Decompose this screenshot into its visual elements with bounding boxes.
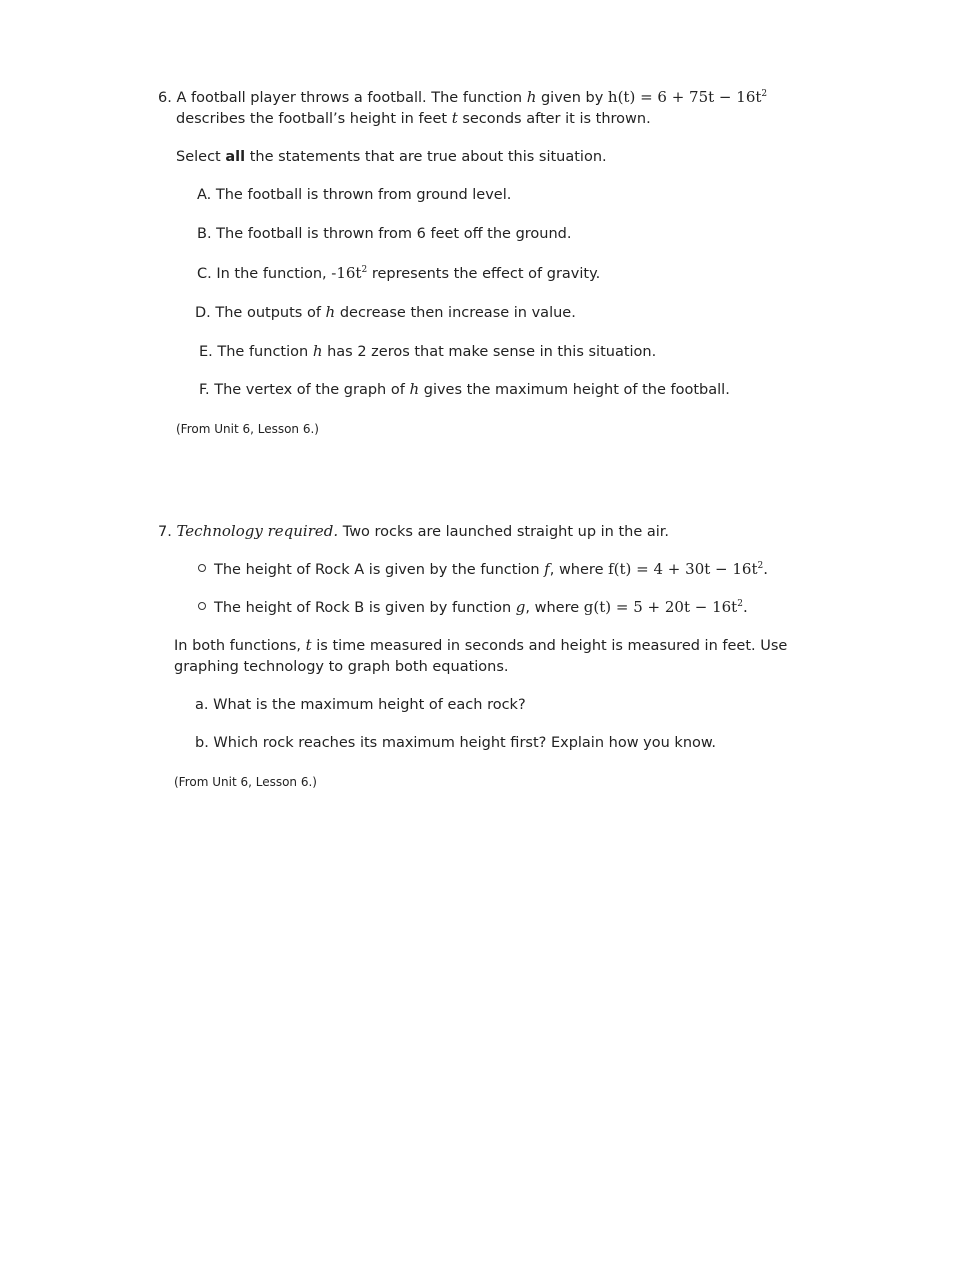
bullet-circle-icon [198, 564, 206, 572]
q6-option-f-math: h [409, 380, 420, 398]
q7-p1a: In both functions, [174, 638, 302, 654]
q7-b2-pre: The height of Rock B is given by function [214, 600, 512, 616]
q6-given-by: given by [540, 90, 604, 106]
q6-option-a[interactable] [197, 185, 511, 205]
q6-option-c[interactable] [197, 263, 600, 284]
q6-option-c-exp: 2 [361, 265, 368, 275]
q6-option-c-pre: C. In the function, [197, 266, 327, 282]
q6-select-a: Select [176, 149, 221, 165]
q6-equation-exponent: 2 [761, 89, 768, 99]
q6-option-e-math: h [312, 342, 323, 360]
q6-option-c-math-body: -16t [331, 264, 362, 282]
q6-option-f-post: gives the maximum height of the football. [423, 382, 730, 398]
q7-source: (From Unit 6, Lesson 6.) [174, 775, 317, 789]
q7-intro: Two rocks are launched straight up in the air. [342, 524, 670, 540]
q7-b1-mid: , where [549, 562, 604, 578]
q7-bullet-rock-b [198, 597, 748, 618]
q6-option-d-post: decrease then increase in value. [339, 305, 576, 321]
q6-option-c-post: represents the effect of gravity. [371, 266, 601, 282]
q6-option-b[interactable] [197, 224, 572, 244]
q6-option-e-pre: E. The function [199, 344, 309, 360]
q7-question-b: b. Which rock reaches its maximum height first? Explain how you know. [195, 735, 717, 751]
q6-line1 [158, 87, 767, 108]
bullet-circle-icon [198, 602, 206, 610]
q6-select-b: the statements that are true about this situation. [249, 149, 607, 165]
q6-source: (From Unit 6, Lesson 6.) [176, 422, 319, 436]
q7-question-a: a. What is the maximum height of each rock? [195, 697, 526, 713]
q7-b1-eq-body: f(t) = 4 + 30t − 16t [608, 560, 758, 578]
q7-b2-eq-exp: 2 [737, 599, 743, 609]
q6-option-d-pre: D. The outputs of [195, 305, 321, 321]
q7-p1-t: t [305, 636, 312, 654]
q6-line2 [176, 108, 651, 129]
q6-option-d-math: h [325, 303, 336, 321]
q7-b2-equation: $g(t) = 5 + 20t - 16t^2$. [583, 598, 748, 616]
q7-paragraph-line1 [174, 635, 787, 656]
q7-b1-equation: $f(t) = 4 + 30t - 16t^2$. [608, 560, 768, 578]
q6-option-f-pre: F. The vertex of the graph of [199, 382, 405, 398]
q6-option-e[interactable] [199, 341, 656, 362]
q6-var-t: t [451, 109, 458, 127]
q6-select-all: all [225, 149, 246, 165]
q6-function-name: h [526, 88, 537, 106]
q6-option-d[interactable] [195, 302, 576, 323]
q6-option-a-text: A. The football is thrown from ground level. [197, 187, 512, 203]
q7-b2-fn: g [515, 598, 526, 616]
q6-select-instruction [176, 147, 607, 167]
q7-b1-eq-exp: 2 [757, 561, 764, 571]
q7-number: 7. [158, 524, 172, 540]
q7-p1b: is time measured in seconds and height is measured in feet. Use [316, 638, 788, 654]
q6-option-f[interactable] [199, 379, 730, 400]
q7-line1 [158, 521, 669, 542]
q6-intro2b: seconds after it is thrown. [462, 111, 651, 127]
q7-bullet-rock-a [198, 559, 768, 580]
q7-tech-required: Technology required. [176, 522, 339, 540]
q6-equation-body: h(t) = 6 + 75t − 16t [607, 88, 762, 106]
q6-option-b-text: B. The football is thrown from 6 feet off the ground. [197, 226, 572, 242]
q7-b1-fn: f [544, 560, 550, 578]
q6-intro-text: A football player throws a football. The function [176, 90, 523, 106]
q7-b2-eq-body: g(t) = 5 + 20t − 16t [583, 598, 738, 616]
q7-paragraph-line2: graphing technology to graph both equations. [174, 659, 509, 675]
q6-number: 6. [158, 90, 172, 106]
q7-b2-mid: , where [525, 600, 580, 616]
q6-intro2a: describes the football’s height in feet [176, 111, 448, 127]
q7-b1-pre: The height of Rock A is given by the function [214, 562, 540, 578]
q6-option-c-math [331, 264, 367, 282]
q6-option-e-post: has 2 zeros that make sense in this situation. [327, 344, 657, 360]
q6-equation [608, 88, 767, 106]
